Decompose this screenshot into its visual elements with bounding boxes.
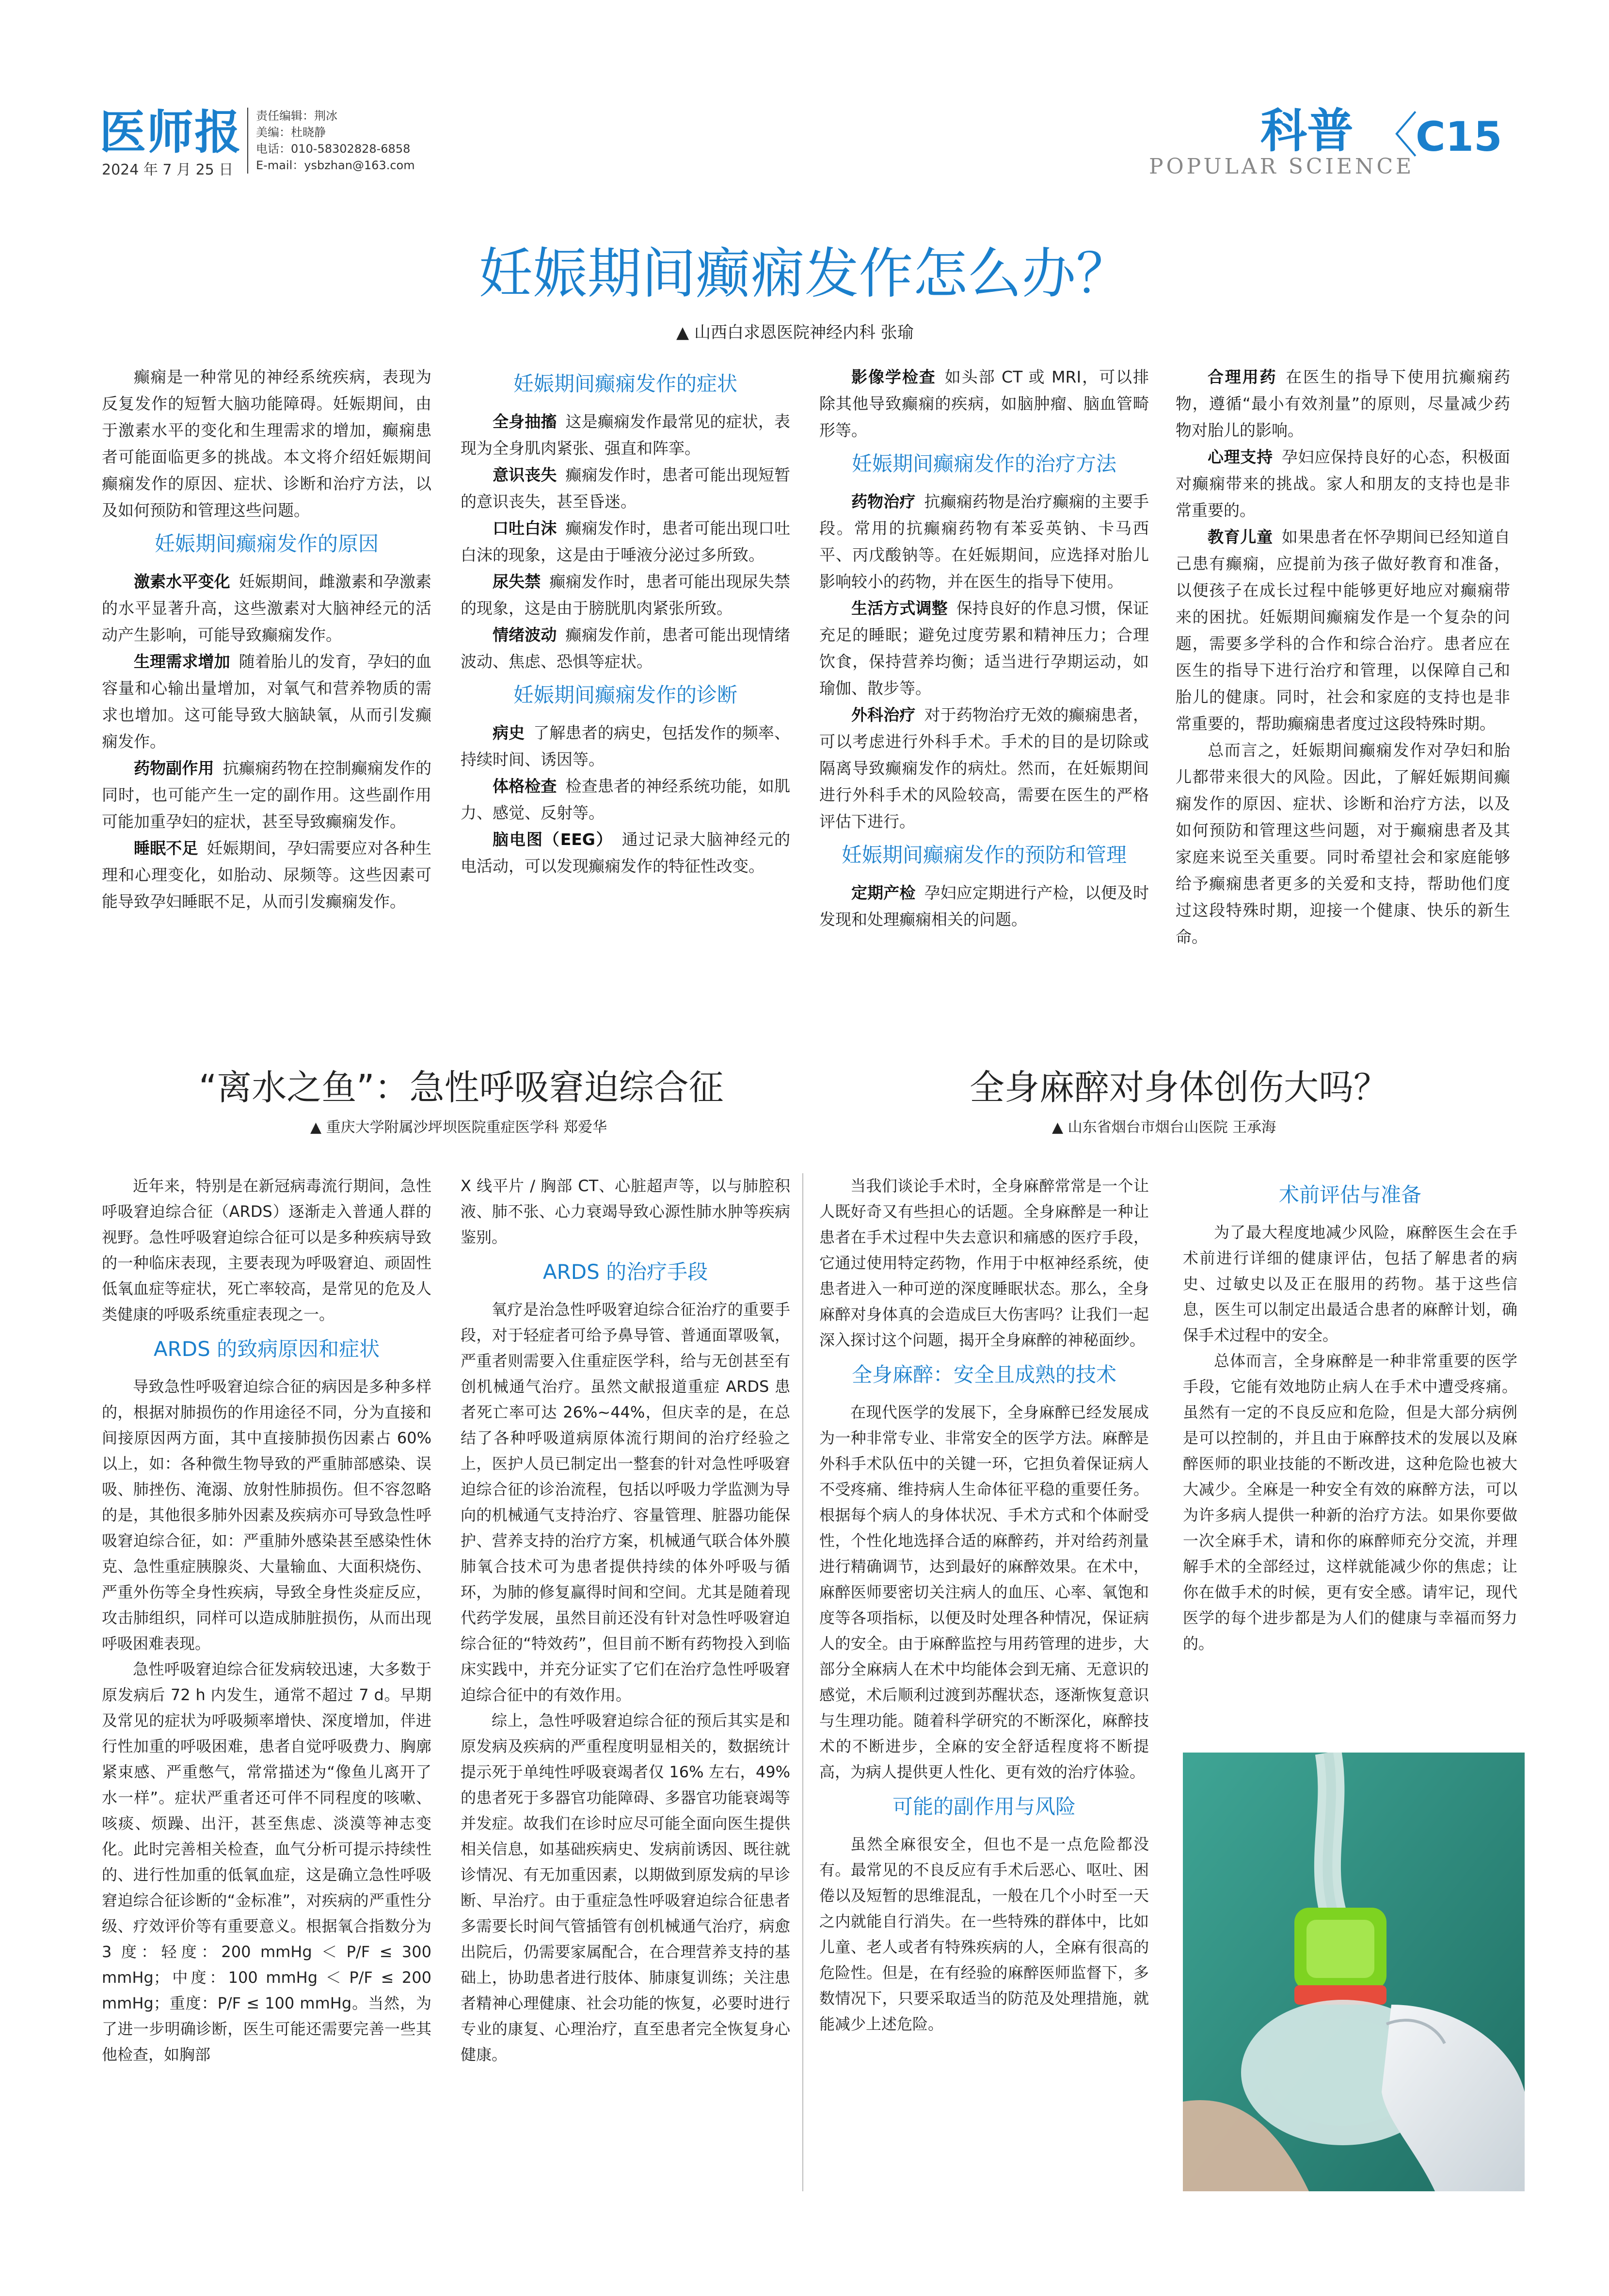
- prevention-text: 孕妇应保持良好的心态，积极面对癫痫带来的挑战。家人和朋友的支持也是非常重要的。: [1176, 447, 1511, 520]
- symptom-text: 癫痫发作时，患者可能出现短暂的意识丧失，甚至昏迷。: [461, 465, 791, 511]
- article1-column-3: [819, 364, 1149, 933]
- section-heading: 可能的副作用与风险: [892, 1795, 1076, 1818]
- symptom-term: 情绪波动: [493, 625, 557, 644]
- prevention-term: 教育儿童: [1208, 527, 1273, 546]
- cause-term: 激素水平变化: [134, 572, 230, 591]
- treatment-paragraph: [819, 595, 1149, 702]
- diagnosis-text: 如头部 CT 或 MRI，可以排除其他导致癫痫的疾病，如脑肿瘤、脑血管畸形等。: [819, 367, 1149, 440]
- cause-paragraph: [102, 648, 431, 755]
- conclusion-paragraph: 总而言之，妊娠期间癫痫发作对孕妇和胎儿都带来很大的风险。因此，了解妊娠期间癫痫发作的原因、症状、诊断和治疗方法，以及如何预防和管理这些问题，对于癫痫患者及其家庭来说至关重要。同时希望社会和家庭能够给予癫痫患者更多的关爱和支持，帮助他们度过这段特殊时期，迎接一个健康、快乐的新生命。: [1176, 741, 1510, 946]
- cause-text: 随着胎儿的发育，孕妇的血容量和心输出量增加，对氧气和营养物质的需求也增加。这可能导致大脑缺氧，从而引发癫痫发作。: [102, 652, 432, 751]
- diagnosis-text: 通过记录大脑神经元的电活动，可以发现癫痫发作的特征性改变。: [461, 830, 790, 876]
- body-paragraph: X 线平片 / 胸部 CT、心脏超声等，以与肺腔积液、肺不张、心力衰竭导致心源性肺水肿等疾病鉴别。: [461, 1177, 790, 1246]
- prevention-paragraph: [1176, 364, 1510, 444]
- diagnosis-paragraph: [461, 826, 790, 879]
- section-heading: 妊娠期间癫痫发作的原因: [154, 532, 379, 556]
- article-byline: ▲ 重庆大学附属沙坪坝医院重症医学科 郑爱华: [310, 1119, 607, 1136]
- body-paragraph: 总体而言，全身麻醉是一种非常重要的医学手段，它能有效地防止病人在手术中遭受疼痛。虽然有一定的不良反应和危险，但是大部分病例是可以控制的，并且由于麻醉技术的发展以及麻醉医师的职业技能的不断改进，这种危险也被大大减少。全麻是一种安全有效的麻醉方法，可以为许多病人提供一种新的治疗方法。如果你要做一次全麻手术，请和你的麻醉师充分交流，并理解手术的全部经过，这样就能减少你的焦虑；让你在做手术的时候，更有安全感。请牢记，现代医学的每个进步都是为人们的健康与幸福而努力的。: [1183, 1352, 1517, 1653]
- article1-column-1: [102, 364, 431, 915]
- treatment-paragraph: [819, 702, 1149, 835]
- symptom-term: 意识丧失: [493, 465, 557, 484]
- section-heading: 妊娠期间癫痫发作的症状: [513, 372, 737, 396]
- body-paragraph: 当我们谈论手术时，全身麻醉常常是一个让人既好奇又有些担心的话题。全身麻醉是一种让患者在手术过程中失去意识和痛感的医疗手段，它通过使用特定药物，作用于中枢神经系统，使患者进入一种可逆的深度睡眠状态。那么，全身麻醉对身体真的会造成巨大伤害吗？让我们一起深入探讨这个问题，揭开全身麻醉的神秘面纱。: [819, 1177, 1149, 1349]
- page-number: C15: [1416, 113, 1502, 160]
- body-paragraph: 在现代医学的发展下，全身麻醉已经发展成为一种非常专业、非常安全的医学方法。麻醉是外科手术队伍中的关键一环，它担负着保证病人不受疼痛、维持病人生命体征平稳的重要任务。根据每个病人的身体状况、手术方式和个体耐受性，个性化地选择合适的麻醉药，并对给药剂量进行精确调节，达到最好的麻醉效果。在术中，麻醉医师要密切关注病人的血压、心率、氧饱和度等各项指标，以便及时处理各种情况，保证病人的安全。由于麻醉监控与用药管理的进步，大部分全麻病人在术中均能体会到无痛、无意识的感觉，术后顺利过渡到苏醒状态，逐渐恢复意识与生理功能。随着科学研究的不断深化，麻醉技术的不断进步，全麻的安全舒适程度将不断提高，为病人提供更人性化、更有效的治疗体验。: [819, 1403, 1149, 1781]
- prevention-paragraph: [819, 879, 1149, 933]
- cause-text: 妊娠期间，孕妇需要应对各种生理和心理变化，如胎动、尿频等。这些因素可能导致孕妇睡眠不足，从而引发癫痫发作。: [102, 839, 432, 911]
- editor-credits: [247, 108, 415, 174]
- cause-paragraph: [102, 568, 431, 648]
- intro-paragraph: 癫痫是一种常见的神经系统疾病，表现为反复发作的短暂大脑功能障碍。妊娠期间，由于激素水平的变化和生理需求的增加，癫痫患者可能面临更多的挑战。本文将介绍妊娠期间癫痫发作的原因、症状、诊断和治疗方法，以及如何预防和管理这些问题。: [102, 367, 431, 520]
- prevention-text: 在医生的指导下使用抗癫痫药物，遵循“最小有效剂量”的原则，尽量减少药物对胎儿的影响。: [1176, 367, 1510, 440]
- section-heading: 妊娠期间癫痫发作的治疗方法: [851, 452, 1116, 476]
- treatment-term: 外科治疗: [851, 705, 916, 724]
- symptom-paragraph: [461, 515, 790, 568]
- symptom-paragraph: [461, 568, 790, 622]
- cause-term: 药物副作用: [134, 759, 214, 778]
- treatment-text: 保持良好的作息习惯，保证充足的睡眠；避免过度劳累和精神压力；合理饮食，保持营养均衡；适当进行孕期运动，如瑜伽、散步等。: [819, 599, 1149, 698]
- treatment-term: 药物治疗: [851, 492, 916, 511]
- chevron-left-icon: 〈: [1370, 107, 1418, 164]
- treatment-paragraph: [819, 488, 1149, 595]
- body-paragraph: 为了最大程度地减少风险，麻醉医生会在手术前进行详细的健康评估，包括了解患者的病史、过敏史以及正在服用的药物。基于这些信息，医生可以制定出最适合患者的麻醉计划，确保手术过程中的安全。: [1183, 1223, 1517, 1344]
- article-title: 全身麻醉对身体创伤大吗？: [970, 1067, 1389, 1108]
- diagnosis-text: 检查患者的神经系统功能，如肌力、感觉、反射等。: [461, 777, 791, 822]
- article-byline: ▲ 山东省烟台市烟台山医院 王承海: [1052, 1119, 1276, 1136]
- symptom-term: 全身抽搐: [493, 412, 557, 431]
- symptom-paragraph: [461, 622, 790, 675]
- diagnosis-term: 影像学检查: [851, 367, 936, 386]
- treatment-text: 对于药物治疗无效的癫痫患者，可以考虑进行外科手术。手术的目的是切除或隔离导致癫痫发作的病灶。然而，在妊娠期间进行外科手术的风险较高，需要在医生的严格评估下进行。: [819, 705, 1149, 831]
- prevention-text: 如果患者在怀孕期间已经知道自己患有癫痫，应提前为孩子做好教育和准备，以便孩子在成长过程中能够更好地应对癫痫带来的困扰。妊娠期间癫痫发作是一个复杂的问题，需要多学科的合作和综合治疗。患者应在医生的指导下进行治疗和管理，以保障自己和胎儿的健康。同时，社会和家庭的支持也是非常重要的，帮助癫痫患者度过这段特殊时期。: [1176, 527, 1511, 733]
- cause-paragraph: [102, 835, 431, 915]
- section-heading: 妊娠期间癫痫发作的预防和管理: [841, 843, 1127, 867]
- cause-paragraph: [102, 755, 431, 835]
- body-paragraph: 虽然全麻很安全，但也不是一点危险都没有。最常见的不良反应有手术后恶心、呕吐、困倦以及短暂的思维混乱，一般在几个小时至一天之内就能自行消失。在一些特殊的群体中，比如儿童、老人或者有特殊疾病的人，全麻有很高的危险性。但是，在有经验的麻醉医师监督下，多数情况下，只要采取适当的防范及处理措施，就能减少上述危险。: [819, 1835, 1149, 2033]
- editor-line: 责任编辑：荆冰: [256, 109, 337, 123]
- section-heading: ARDS 的治疗手段: [542, 1260, 708, 1284]
- body-paragraph: 近年来，特别是在新冠病毒流行期间，急性呼吸窘迫综合征（ARDS）逐渐走入普通人群的视野。急性呼吸窘迫综合征可以是多种疾病导致的一种临床表现，主要表现为呼吸窘迫、顽固性低氧血症等症状，死亡率较高，是常见的危及人类健康的呼吸系统重症表现之一。: [102, 1177, 431, 1323]
- diagnosis-paragraph: [461, 773, 790, 826]
- symptom-text: 癫痫发作时，患者可能出现口吐白沫的现象，这是由于唾液分泌过多所致。: [461, 519, 791, 564]
- newspaper-logo: 医师报: [99, 105, 242, 159]
- cause-term: 睡眠不足: [134, 839, 198, 858]
- symptom-text: 这是癫痫发作最常见的症状，表现为全身肌肉紧张、强直和阵挛。: [461, 412, 791, 458]
- section-banner: [1149, 103, 1513, 182]
- article-title: “离水之鱼”：急性呼吸窘迫综合征: [199, 1067, 724, 1108]
- article3-column-1: [819, 1173, 1149, 2037]
- prevention-term: 合理用药: [1208, 367, 1277, 386]
- designer-line: 美编：杜晓静: [256, 126, 326, 139]
- treatment-term: 生活方式调整: [851, 599, 948, 618]
- prevention-text: 孕妇应定期进行产检，以便及时发现和处理癫痫相关的问题。: [819, 883, 1149, 929]
- prevention-paragraph: [1176, 444, 1510, 524]
- prevention-term: 心理支持: [1208, 447, 1273, 466]
- column-divider: [802, 1173, 803, 2191]
- cause-text: 抗癫痫药物在控制癫痫发作的同时，也可能产生一定的副作用。这些副作用可能加重孕妇的症状，甚至导致癫痫发作。: [102, 759, 432, 831]
- phone-line: 电话：010-58302828-6858: [256, 142, 411, 156]
- treatment-text: 抗癫痫药物是治疗癫痫的主要手段。常用的抗癫痫药物有苯妥英钠、卡马西平、丙戊酸钠等。在妊娠期间，应选择对胎儿影响较小的药物，并在医生的指导下使用。: [819, 492, 1149, 591]
- page-header: [0, 0, 1609, 194]
- section-name: 科普: [1260, 103, 1354, 158]
- section-heading: ARDS 的致病原因和症状: [153, 1337, 380, 1361]
- body-paragraph: 氧疗是治急性呼吸窘迫综合征治疗的重要手段，对于轻症者可给予鼻导管、普通面罩吸氧，严重者则需要入住重症医学科，给与无创甚至有创机械通气治疗。虽然文献报道重症 ARDS 患者死亡率可达 26%~44%，但庆幸的是，在总结了各种呼吸道病原体流行期间的治疗经验之上，医护人员已制定出一整套的针对急性呼吸窘迫综合征的诊治流程，包括以呼吸力学监测为导向的机械通气支持治疗、容量管理、脏器功能保护、营养支持的治疗方案，机械通气联合体外膜肺氧合技术可为患者提供持续的体外呼吸与循环，为肺的修复赢得时间和空间。尤其是随着现代药学发展，虽然目前还没有针对急性呼吸窘迫综合征的“特效药”，但目前不断有药物投入到临床实践中，并充分证实了它们在治疗急性呼吸窘迫综合征中的有效作用。: [461, 1300, 790, 1704]
- diagnosis-paragraph: [819, 364, 1149, 444]
- cause-term: 生理需求增加: [134, 652, 230, 671]
- article2-column-2: [461, 1173, 790, 2068]
- body-paragraph: 导致急性呼吸窘迫综合征的病因是多种多样的，根据对肺损伤的作用途径不同，分为直接和间接原因两方面，其中直接肺损伤因素占 60% 以上，如：各种微生物导致的严重肺部感染、误吸、肺挫伤、淹溺、放射性肺损伤。但不容忽略的是，其他很多肺外因素及疾病亦可导致急性呼吸窘迫综合征，如：严重肺外感染甚至感染性休克、急性重症胰腺炎、大量输血、大面积烧伤、严重外伤等全身性疾病，导致全身性炎症反应，攻击肺组织，同样可以造成肺脏损伤，从而出现呼吸困难表现。: [102, 1377, 431, 1653]
- article1-column-4: [1176, 364, 1510, 950]
- email-line: E-mail：ysbzhan@163.com: [256, 159, 415, 172]
- body-paragraph: 综上，急性呼吸窘迫综合征的预后其实是和原发病及疾病的严重程度明显相关的，数据统计提示死于单纯性呼吸衰竭者仅 16% 左右，49% 的患者死于多器官功能障碍、多器官功能衰竭等并发症。故我们在诊时应尽可能全面向医生提供相关信息，如基础疾病史、发病前诱因、既往就诊情况、有无加重因素，以期做到原发病的早诊断、早治疗。由于重症急性呼吸窘迫综合征患者多需要长时间气管插管有创机械通气治疗，病愈出院后，仍需要家属配合，在合理营养支持的基础上，协助患者进行肢体、肺康复训练；关注患者精神心理健康、社会功能的恢复，必要时进行专业的康复、心理治疗，直至患者完全恢复身心健康。: [461, 1711, 790, 2064]
- cause-text: 妊娠期间，雌激素和孕激素的水平显著升高，这些激素对大脑神经元的活动产生影响，可能导致癫痫发作。: [102, 572, 432, 644]
- prevention-paragraph: [1176, 524, 1510, 737]
- article2-column-1: [102, 1173, 431, 2068]
- anesthesia-mask-photo: [1183, 1753, 1525, 2191]
- diagnosis-text: 了解患者的病史，包括发作的频率、持续时间、诱因等。: [461, 723, 791, 769]
- prevention-term: 定期产检: [851, 883, 916, 902]
- article-byline: ▲ 山西白求恩医院神经内科 张瑜: [676, 323, 914, 342]
- article-title: 妊娠期间癫痫发作怎么办？: [478, 242, 1131, 305]
- anesthesia-mask-illustration: [1183, 1753, 1525, 2191]
- diagnosis-term: 病史: [493, 723, 525, 742]
- symptom-text: 癫痫发作时，患者可能出现尿失禁的现象，这是由于膀胱肌肉紧张所致。: [461, 572, 791, 618]
- publication-date: 2024 年 7 月 25 日: [102, 161, 234, 178]
- section-heading: 术前评估与准备: [1278, 1183, 1421, 1207]
- article3-column-2: [1183, 1173, 1517, 1657]
- article1-column-2: [461, 364, 790, 879]
- symptom-term: 尿失禁: [493, 572, 541, 591]
- symptom-term: 口吐白沫: [493, 519, 557, 538]
- diagnosis-paragraph: [461, 719, 790, 773]
- section-heading: 妊娠期间癫痫发作的诊断: [513, 683, 737, 707]
- symptom-paragraph: [461, 462, 790, 515]
- section-heading: 全身麻醉：安全且成熟的技术: [851, 1363, 1116, 1387]
- symptom-paragraph: [461, 408, 790, 462]
- diagnosis-term: 体格检查: [493, 777, 557, 796]
- diagnosis-term: 脑电图（EEG）: [493, 830, 613, 849]
- section-english-name: POPULAR SCIENCE: [1149, 154, 1415, 179]
- symptom-text: 癫痫发作前，患者可能出现情绪波动、焦虑、恐惧等症状。: [461, 625, 791, 671]
- body-paragraph: 急性呼吸窘迫综合征发病较迅速，大多数于原发病后 72 h 内发生，通常不超过 7 d。早期及常见的症状为呼吸频率增快、深度增加，伴进行性加重的呼吸困难，患者自觉呼吸费力、胸廓紧束感、严重憋气，常常描述为“像鱼儿离开了水一样”。症状严重者还可伴不同程度的咳嗽、咳痰、烦躁、出汗，甚至焦虑、淡漠等神志变化。此时完善相关检查，血气分析可提示持续性的、进行性加重的低氧血症，这是确立急性呼吸窘迫综合征诊断的“金标准”，对疾病的严重性分级、疗效评价等有重要意义。根据氧合指数分为 3 度：轻度：200 mmHg ＜ P/F ≤ 300 mmHg；中度：100 mmHg ＜ P/F ≤ 200 mmHg；重度：P/F ≤ 100 mmHg。当然，为了进一步明确诊断，医生可能还需要完善一些其他检查，如胸部: [102, 1660, 431, 2064]
